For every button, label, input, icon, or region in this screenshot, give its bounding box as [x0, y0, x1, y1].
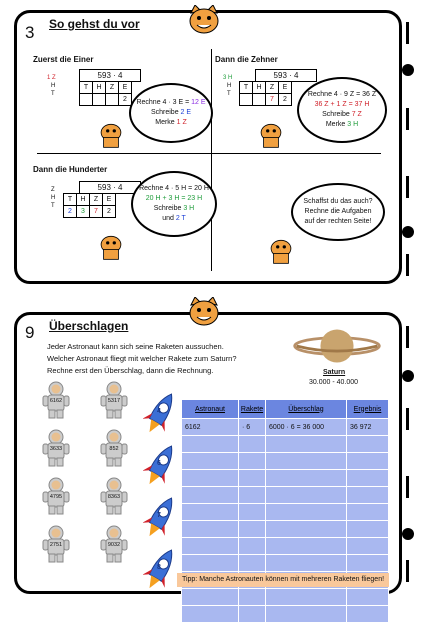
divider-vertical: [211, 49, 212, 271]
column-header: Astronaut: [182, 400, 239, 419]
table-cell[interactable]: [239, 606, 266, 623]
cat-icon: [187, 5, 221, 35]
side-label: 1 Z: [47, 75, 56, 81]
table-cell[interactable]: [347, 453, 389, 470]
side-label: H: [227, 83, 232, 89]
side-label: H: [51, 83, 56, 89]
divider-horizontal: [37, 153, 381, 154]
astronaut-number: 8363: [107, 494, 121, 500]
rocket: [143, 441, 177, 491]
cat-icon: [97, 119, 125, 151]
rocket-number: 8: [157, 564, 161, 571]
equation: 593 · 4: [79, 69, 141, 82]
table-cell[interactable]: [182, 589, 239, 606]
table-row: [182, 555, 389, 572]
table-cell[interactable]: [239, 504, 266, 521]
binder-line: [406, 476, 409, 498]
binder-hole: [402, 226, 414, 238]
speech-bubble: Rechne 4 · 9 Z = 36 Z 36 Z + 1 Z = 37 H Schreibe 7 Z Merke 3 H: [297, 77, 387, 143]
table-cell[interactable]: [239, 453, 266, 470]
place-value-table: T H Z E 2 3 7 2: [63, 193, 116, 218]
quadrant-heading: Dann die Hunderter: [33, 165, 108, 174]
place-value-table: T H Z E 7 2: [239, 81, 292, 106]
binder-line: [406, 560, 409, 582]
side-label: T: [227, 91, 231, 97]
rocket: [143, 493, 177, 543]
side-label: 3 H: [223, 75, 233, 81]
table-cell[interactable]: [182, 504, 239, 521]
cat-icon: [267, 235, 295, 267]
card-procedure: [14, 10, 402, 284]
table-row: [182, 589, 389, 606]
astronaut-number: 4795: [49, 494, 63, 500]
table-cell[interactable]: [266, 504, 347, 521]
table-cell[interactable]: [182, 436, 239, 453]
rocket-number: 7: [157, 512, 161, 519]
table-cell[interactable]: [266, 436, 347, 453]
tip-box: Tipp: Manche Astronauten können mit mehreren Raketen fliegen!: [177, 573, 389, 587]
table-row: [182, 470, 389, 487]
binder-line: [406, 176, 409, 198]
side-label: T: [51, 91, 55, 97]
saturn-range: 30.000 - 40.000: [309, 379, 359, 386]
astronaut: [99, 525, 129, 563]
equation: 593 · 4: [255, 69, 317, 82]
table-cell[interactable]: [347, 606, 389, 623]
table-cell[interactable]: [347, 538, 389, 555]
astronaut: [99, 477, 129, 515]
binder-line: [406, 326, 409, 348]
astronaut-number: 5317: [107, 398, 121, 404]
astronaut: [41, 381, 71, 419]
card-title: Überschlagen: [49, 319, 129, 333]
card-title: So gehst du vor: [49, 17, 140, 31]
cat-icon: [187, 297, 221, 327]
table-cell[interactable]: [266, 606, 347, 623]
binder-line: [406, 22, 409, 44]
table-cell[interactable]: [182, 470, 239, 487]
astronaut-number: 3633: [49, 446, 63, 452]
table-row: [182, 538, 389, 555]
table-cell[interactable]: [182, 606, 239, 623]
table-cell[interactable]: [347, 470, 389, 487]
table-cell[interactable]: [266, 555, 347, 572]
astronaut: [41, 477, 71, 515]
cat-icon: [97, 231, 125, 263]
result-table: [181, 399, 389, 623]
table-cell[interactable]: [182, 538, 239, 555]
side-label: Z: [51, 187, 55, 193]
table-row: [182, 419, 389, 436]
table-cell[interactable]: [239, 521, 266, 538]
equation: 593 · 4: [79, 181, 141, 194]
binder-hole: [402, 370, 414, 382]
table-cell[interactable]: 6000 · 6 = 36 000: [266, 419, 347, 436]
table-row: [182, 487, 389, 504]
binder-hole: [402, 64, 414, 76]
column-header: Überschlag: [266, 400, 347, 419]
rocket-number: 4: [157, 408, 161, 415]
table-cell[interactable]: [239, 589, 266, 606]
binder-line: [406, 408, 409, 430]
rocket: [143, 389, 177, 439]
table-cell[interactable]: [182, 487, 239, 504]
table-cell[interactable]: [239, 538, 266, 555]
astronaut: [99, 429, 129, 467]
astronaut: [41, 429, 71, 467]
table-cell[interactable]: [182, 453, 239, 470]
rocket-number: 6: [157, 460, 161, 467]
table-cell[interactable]: [266, 470, 347, 487]
card-number: 9: [25, 323, 35, 342]
astronaut-number: 6162: [49, 398, 63, 404]
astronaut-number: 2751: [49, 542, 63, 548]
quadrant-heading: Dann die Zehner: [215, 55, 278, 64]
table-cell[interactable]: [266, 589, 347, 606]
astronaut-number: 852: [109, 446, 119, 452]
table-cell[interactable]: [347, 555, 389, 572]
table-cell[interactable]: 6162: [182, 419, 239, 436]
table-cell[interactable]: [266, 538, 347, 555]
table-row: [182, 436, 389, 453]
card-number: 3: [25, 23, 35, 42]
table-cell[interactable]: [239, 555, 266, 572]
place-value-table: T H Z E 2: [79, 81, 132, 106]
table-cell[interactable]: [182, 521, 239, 538]
table-cell[interactable]: [347, 504, 389, 521]
table-row: [182, 606, 389, 623]
table-cell[interactable]: [182, 555, 239, 572]
table-cell[interactable]: [347, 487, 389, 504]
table-cell[interactable]: [347, 521, 389, 538]
card-estimation: [14, 312, 402, 594]
table-cell[interactable]: [239, 436, 266, 453]
speech-bubble: Schaffst du das auch? Rechne die Aufgaben auf der rechten Seite!: [291, 183, 385, 241]
instruction-text: Jeder Astronaut kann sich seine Raketen aussuchen. Welcher Astronaut fliegt mit welcher Rakete zum Saturn? Rechne erst den Überschlag, dann die Rechnung.: [47, 342, 237, 375]
table-row: [182, 521, 389, 538]
cat-icon: [257, 119, 285, 151]
column-header: Rakete: [239, 400, 266, 419]
table-cell[interactable]: [266, 487, 347, 504]
table-row: [182, 504, 389, 521]
table-cell[interactable]: [266, 521, 347, 538]
astronaut-number: 9032: [107, 542, 121, 548]
table-cell[interactable]: [347, 436, 389, 453]
speech-bubble: Rechne 4 · 5 H = 20 H 20 H + 3 H = 23 H Schreibe 3 H und 2 T: [131, 171, 217, 237]
table-cell[interactable]: 36 972: [347, 419, 389, 436]
table-cell[interactable]: [347, 589, 389, 606]
binder-line: [406, 108, 409, 130]
table-cell[interactable]: [239, 487, 266, 504]
astronaut: [41, 525, 71, 563]
astronaut: [99, 381, 129, 419]
table-cell[interactable]: [266, 453, 347, 470]
table-cell[interactable]: [239, 470, 266, 487]
table-cell[interactable]: · 6: [239, 419, 266, 436]
binder-hole: [402, 528, 414, 540]
side-label: T: [51, 203, 55, 209]
rocket: [143, 545, 177, 595]
binder-line: [406, 254, 409, 276]
column-header: Ergebnis: [347, 400, 389, 419]
quadrant-heading: Zuerst die Einer: [33, 55, 94, 64]
saturn-label: Saturn: [323, 369, 346, 376]
saturn-icon: [289, 323, 385, 369]
table-row: [182, 453, 389, 470]
side-label: H: [51, 195, 56, 201]
speech-bubble: Rechne 4 · 3 E = 12 E Schreibe 2 E Merke 1 Z: [129, 83, 213, 143]
